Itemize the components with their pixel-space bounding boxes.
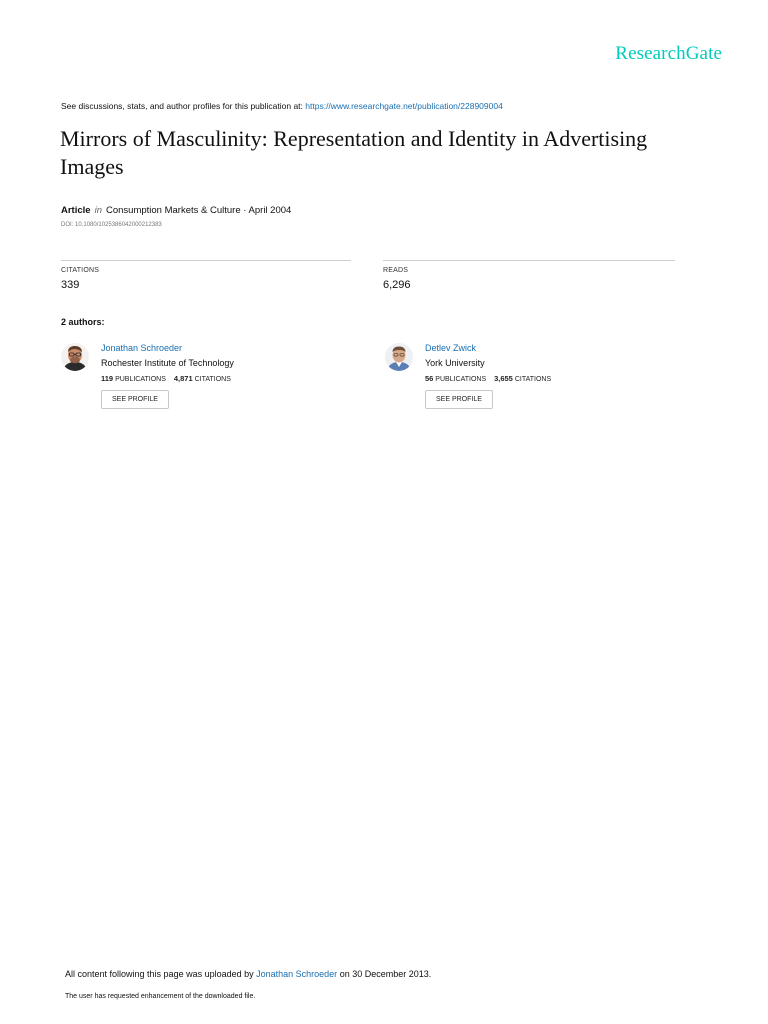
publications-count: 119 [101,374,114,383]
reads-label: READS [383,267,409,274]
page-title: Mirrors of Masculinity: Representation and Identity in Advertising Images [60,126,648,179]
publications-count: 56 [425,374,434,383]
citations-count-label: CITATIONS [514,376,552,383]
publications-label: PUBLICATIONS [435,376,487,383]
uploader-link[interactable]: Jonathan Schroeder [256,969,338,979]
author-institution: Rochester Institute of Technology [101,358,234,368]
publications-label: PUBLICATIONS [115,376,166,383]
reads-stat [383,260,675,291]
author-photo-icon [385,343,413,371]
authors-heading: 2 authors: [61,317,105,327]
avatar[interactable] [385,343,413,371]
author-institution: York University [425,358,485,368]
author-info [425,343,551,409]
upload-prefix: All content following this page was uploaded by [65,969,257,979]
article-type: Article [61,205,91,216]
author-name-link[interactable]: Detlev Zwick [425,343,477,353]
citations-value: 339 [61,279,80,291]
citations-label: CITATIONS [61,267,100,274]
in-label: in [94,205,102,216]
upload-suffix: on 30 December 2013. [337,969,432,979]
avatar[interactable] [61,343,89,371]
publication-url-link[interactable]: https://www.researchgate.net/publication/228909004 [305,101,503,111]
publication-source-line [61,101,503,111]
author-counts [101,374,234,383]
reads-value: 6,296 [383,279,411,291]
venue-link[interactable]: Consumption Markets & Culture · April 2004 [105,205,292,216]
author-photo-icon [61,343,89,371]
citations-count: 3,655 [494,374,513,383]
author-counts [425,374,551,383]
upload-notice [65,969,431,979]
doi: DOI: 10.1080/1025386042000212383 [61,222,162,228]
citations-count: 4,871 [173,374,193,383]
see-profile-button[interactable]: SEE PROFILE [101,390,169,409]
enhancement-notice: The user has requested enhancement of the downloaded file. [65,993,256,1000]
citations-count-label: CITATIONS [194,376,231,383]
author-info [101,343,234,409]
see-profile-button[interactable]: SEE PROFILE [425,390,493,409]
researchgate-logo[interactable]: ResearchGate [615,43,722,64]
author-name-link[interactable]: Jonathan Schroeder [101,343,183,353]
citations-stat [61,260,351,291]
source-text: See discussions, stats, and author profiles for this publication at: [61,101,306,111]
article-meta [61,205,291,216]
